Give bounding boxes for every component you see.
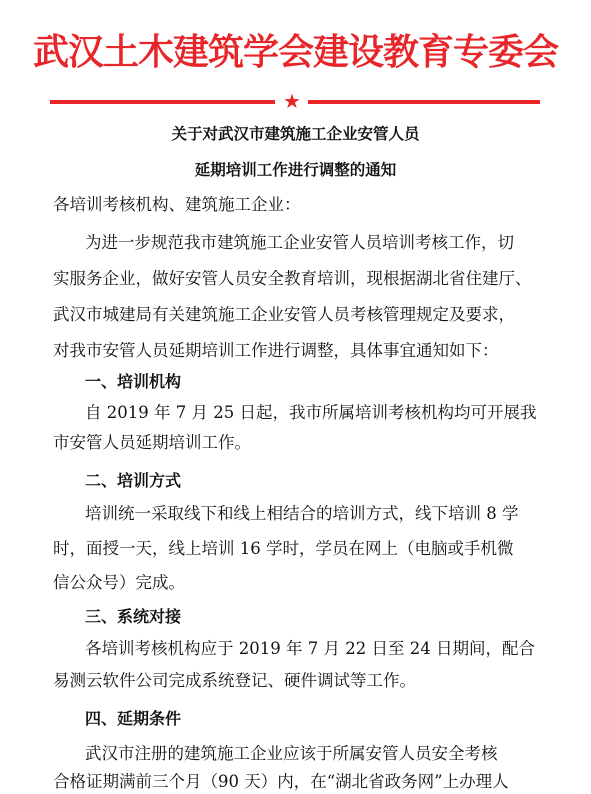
section-line: 培训统一采取线下和线上相结合的培训方式，线下培训 8 学 [85,504,519,523]
salutation: 各培训考核机构、建筑施工企业： [53,195,301,214]
section-line: 各培训考核机构应于 2019 年 7 月 22 日至 24 日期间，配合 [85,639,535,658]
section-line: 武汉市注册的建筑施工企业应该于所属安管人员安全考核 [85,744,498,763]
section-line: 市安管人员延期培训工作。 [53,433,251,452]
section-line: 易测云软件公司完成系统登记、硬件调试等工作。 [53,671,416,690]
section-heading-system-integration: 三、系统对接 [85,607,182,626]
section-line: 时，面授一天，线上培训 16 学时，学员在网上（电脑或手机微 [53,539,514,558]
intro-line: 武汉市城建局有关建筑施工企业安管人员考核管理规定及要求， [53,305,515,324]
section-heading-training-institution: 一、培训机构 [85,372,182,391]
notice-title-line-1: 关于对武汉市建筑施工企业安管人员 [171,125,420,143]
intro-line: 为进一步规范我市建筑施工企业安管人员培训考核工作，切 [85,233,514,252]
intro-line: 对我市安管人员延期培训工作进行调整，具体事宜通知如下： [53,341,499,360]
intro-line: 实服务企业，做好安管人员安全教育培训，现根据湖北省住建厅、 [53,269,532,288]
org-letterhead: 武汉土木建筑学会建设教育专委会 [32,31,558,73]
section-line: 合格证期满前三个月（90 天）内，在“湖北省政务网”上办理人 [53,772,509,791]
letterhead-rule-left [50,100,275,104]
star-icon: ★ [283,89,301,113]
notice-title-line-2: 延期培训工作进行调整的通知 [194,161,397,179]
section-line: 信公众号）完成。 [53,573,185,592]
section-heading-training-method: 二、培训方式 [85,471,182,490]
section-line: 自 2019 年 7 月 25 日起，我市所属培训考核机构均可开展我 [85,403,537,422]
section-heading-extension-conditions: 四、延期条件 [85,709,182,728]
letterhead-rule-right [308,100,540,104]
